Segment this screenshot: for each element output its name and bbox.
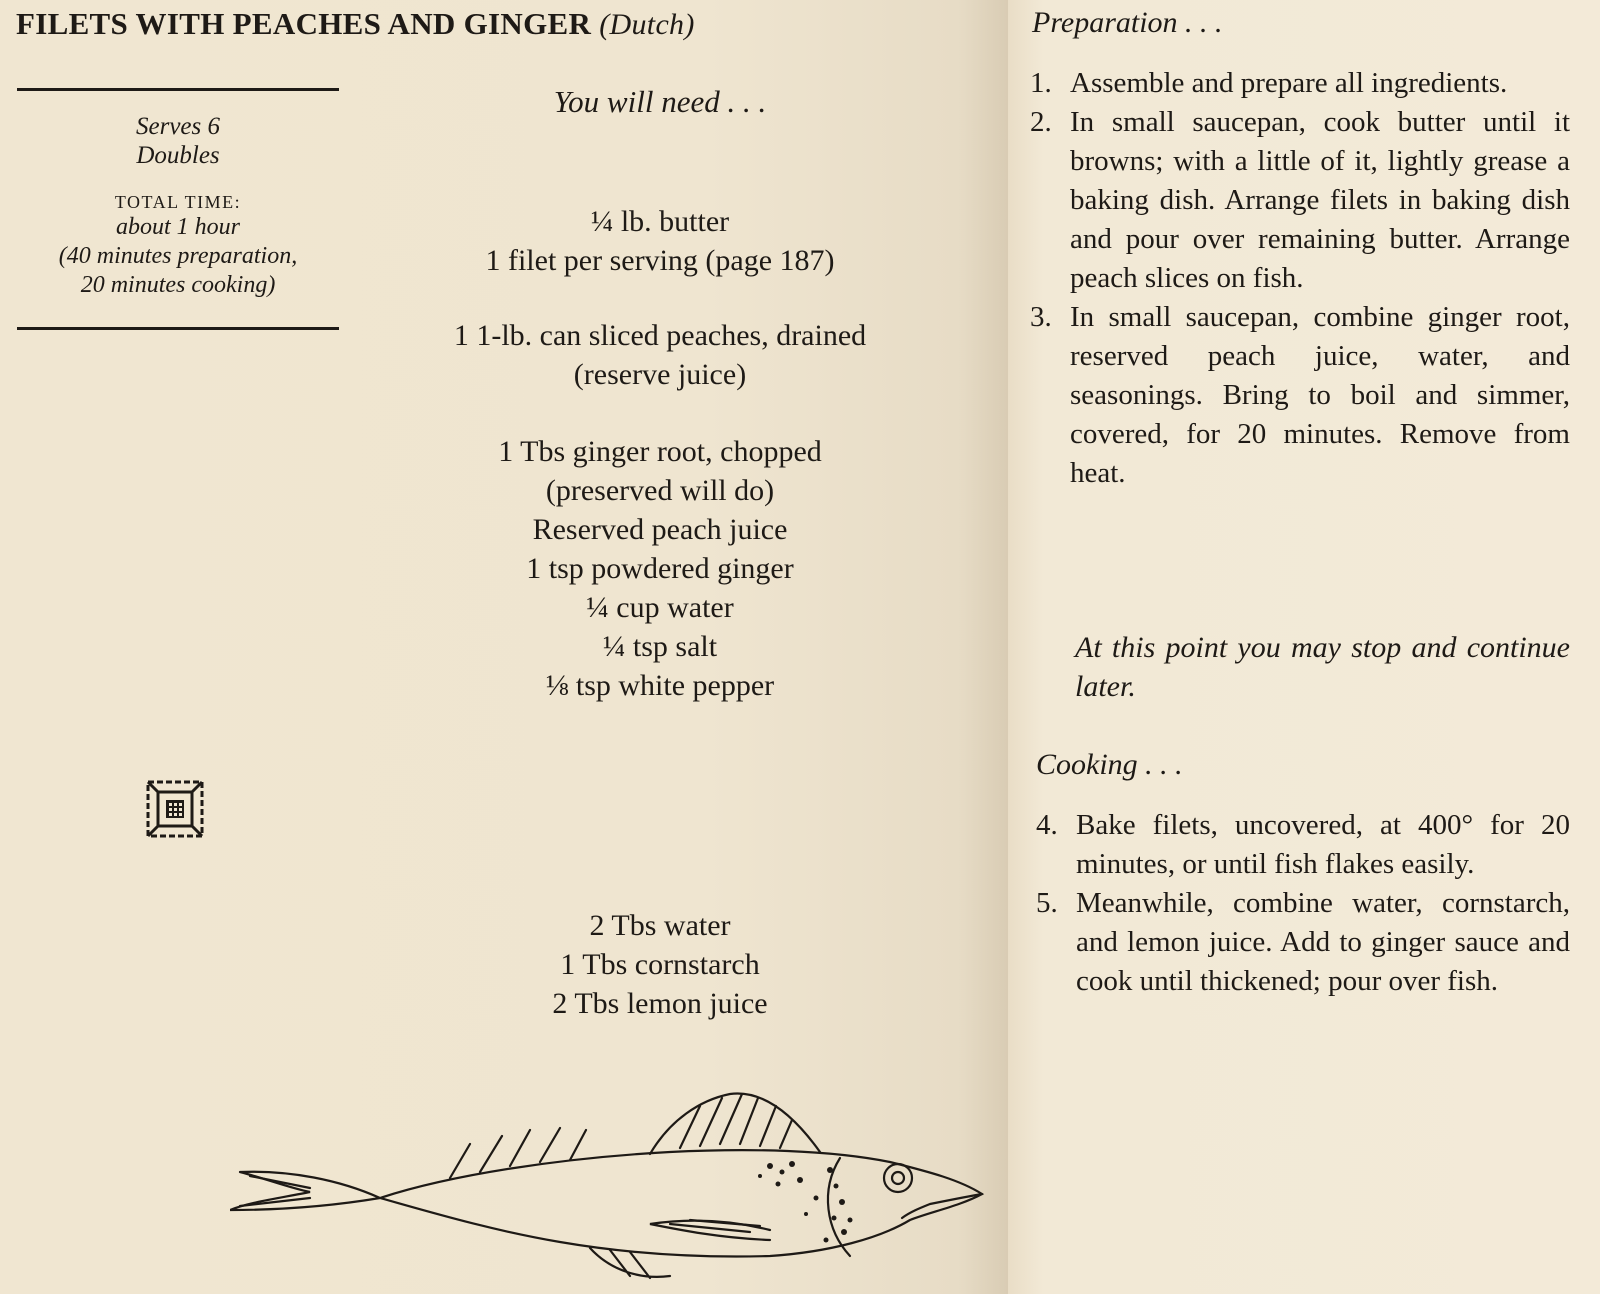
title-origin: (Dutch)	[599, 8, 695, 41]
step-number: 5.	[1036, 887, 1058, 919]
serves-text: Serves 6	[136, 113, 220, 140]
ingredient-line: (preserved will do)	[545, 474, 775, 507]
step-text: In small saucepan, combine ginger root, reserved peach juice, water, and seasonings. Bring to boil and simmer, covered, for 20 minutes. Remove from heat.	[1070, 301, 1570, 489]
step-5	[1036, 884, 1570, 1001]
step-text: Meanwhile, combine water, cornstarch, and lemon juice. Add to ginger sauce and cook until thickened; pour over fish.	[1076, 887, 1570, 997]
cooking-heading: Cooking . . .	[1036, 748, 1183, 781]
ingredient-line: 1 1-lb. can sliced peaches, drained	[453, 319, 867, 352]
step-1	[1030, 64, 1570, 103]
ingredient-line: 1 Tbs ginger root, chopped	[498, 435, 822, 468]
step-text: Bake filets, uncovered, at 400° for 20 minutes, or until fish flakes easily.	[1076, 809, 1570, 880]
doubles-text: Doubles	[136, 142, 220, 169]
quilt-ornament-icon	[146, 780, 204, 838]
step-text: In small saucepan, cook butter until it browns; with a little of it, lightly grease a baking dish. Arrange filets in baking dish and pour over remaining butter. Arrange peach slices on fish.	[1070, 106, 1570, 294]
fish-drawing-icon	[230, 1080, 1010, 1294]
ingredient-line: (reserve juice)	[573, 358, 747, 391]
step-3	[1030, 298, 1570, 493]
ingredient-group-4	[380, 906, 940, 1023]
total-time-label: TOTAL TIME:	[114, 192, 242, 212]
step-text: Assemble and prepare all ingredients.	[1070, 67, 1508, 99]
ingredient-line: 1 Tbs cornstarch	[560, 948, 760, 981]
preparation-steps	[1030, 64, 1570, 493]
preparation-heading: Preparation . . .	[1032, 6, 1223, 39]
ingredient-line: 2 Tbs water	[589, 909, 731, 942]
ingredient-line: Reserved peach juice	[532, 513, 788, 546]
ingredient-group-1	[380, 202, 940, 280]
step-number: 3.	[1030, 301, 1052, 333]
ingredient-line: 1 filet per serving (page 187)	[485, 244, 835, 277]
time-line: (40 minutes preparation,	[58, 243, 298, 269]
time-line: about 1 hour	[115, 214, 240, 240]
ingredient-line: ⅛ tsp white pepper	[545, 669, 775, 702]
time-line: 20 minutes cooking)	[80, 272, 276, 298]
ingredient-line: 1 tsp powdered ginger	[526, 552, 794, 585]
ingredient-line: ¼ tsp salt	[602, 630, 718, 663]
info-top-rule	[17, 88, 339, 91]
step-number: 2.	[1030, 106, 1052, 138]
info-bottom-rule	[17, 327, 339, 330]
ingredient-group-2	[380, 316, 940, 394]
step-2	[1030, 103, 1570, 298]
step-4	[1036, 806, 1570, 884]
ingredients-heading: You will need . . .	[553, 84, 767, 119]
ingredient-group-3	[380, 432, 940, 705]
ingredient-line: ¼ cup water	[586, 591, 734, 624]
cooking-steps	[1036, 806, 1570, 1001]
info-box	[17, 112, 339, 300]
ingredient-line: 2 Tbs lemon juice	[552, 987, 768, 1020]
title-main: FILETS WITH PEACHES AND GINGER	[16, 6, 592, 41]
stop-note: At this point you may stop and continue later.	[1075, 631, 1570, 703]
recipe-title	[16, 6, 695, 42]
ingredient-line: ¼ lb. butter	[590, 205, 730, 238]
step-number: 1.	[1030, 67, 1052, 99]
step-number: 4.	[1036, 809, 1058, 841]
